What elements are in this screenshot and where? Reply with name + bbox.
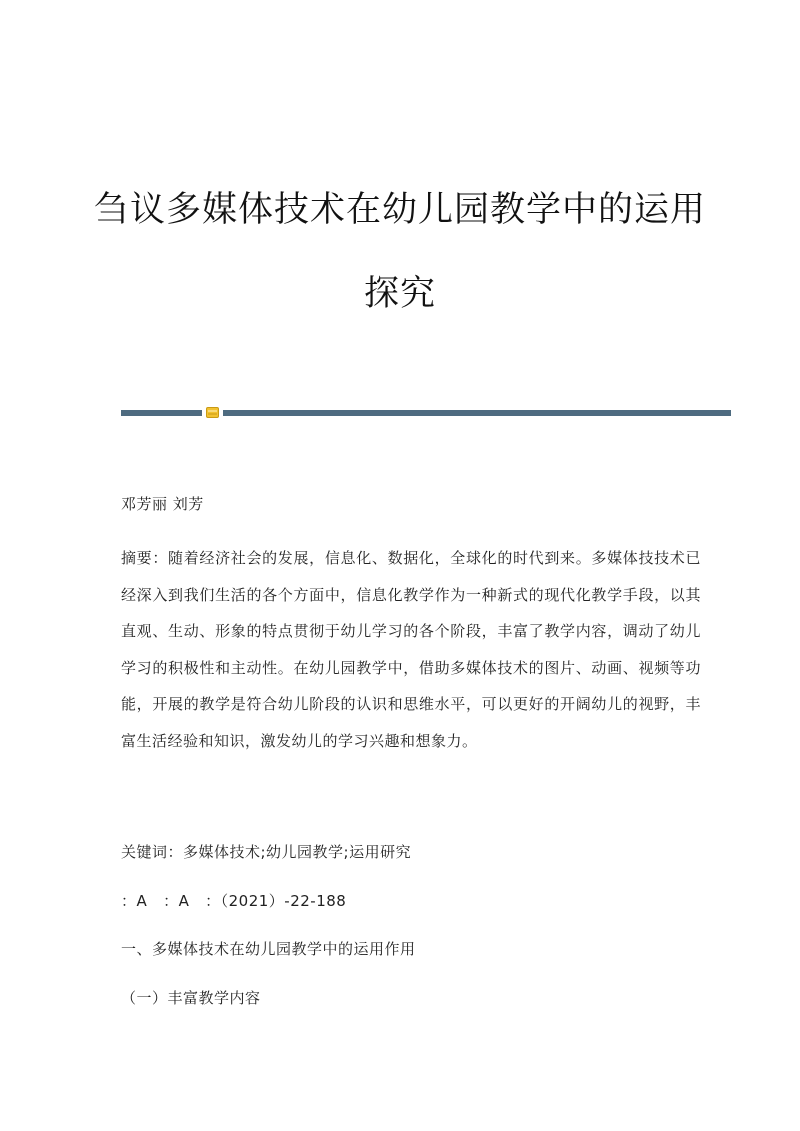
subsection-heading: （一）丰富教学内容 [121, 989, 261, 1007]
divider-bar-left [121, 410, 202, 416]
divider-bar-right [223, 410, 731, 416]
title-divider [121, 407, 731, 417]
authors: 邓芳丽 刘芳 [121, 495, 204, 513]
document-title-line-2: 探究 [363, 274, 436, 314]
document-title-line-1: 刍议多媒体技术在幼儿园教学中的运用 [93, 190, 706, 230]
keywords: 关键词：多媒体技术;幼儿园教学;运用研究 [121, 843, 412, 861]
classification-meta: ：A ：A ：（2021）-22-188 [121, 892, 347, 910]
divider-ornament-icon [206, 407, 219, 418]
section-heading: 一、多媒体技术在幼儿园教学中的运用作用 [121, 940, 416, 958]
abstract-paragraph: 摘要：随着经济社会的发展，信息化、数据化，全球化的时代到来。多媒体技技术已经深入到我们生活的各个方面中，信息化教学作为一种新式的现代化教学手段，以其直观、生动、形象的特点贯彻于幼儿学习的各个阶段，丰富了教学内容，调动了幼儿学习的积极性和主动性。在幼儿园教学中，借助多媒体技术的图片、动画、视频等功能，开展的教学是符合幼儿阶段的认识和思维水平，可以更好的开阔幼儿的视野，丰富生活经验和知识，激发幼儿的学习兴趣和想象力。 [121, 549, 701, 750]
